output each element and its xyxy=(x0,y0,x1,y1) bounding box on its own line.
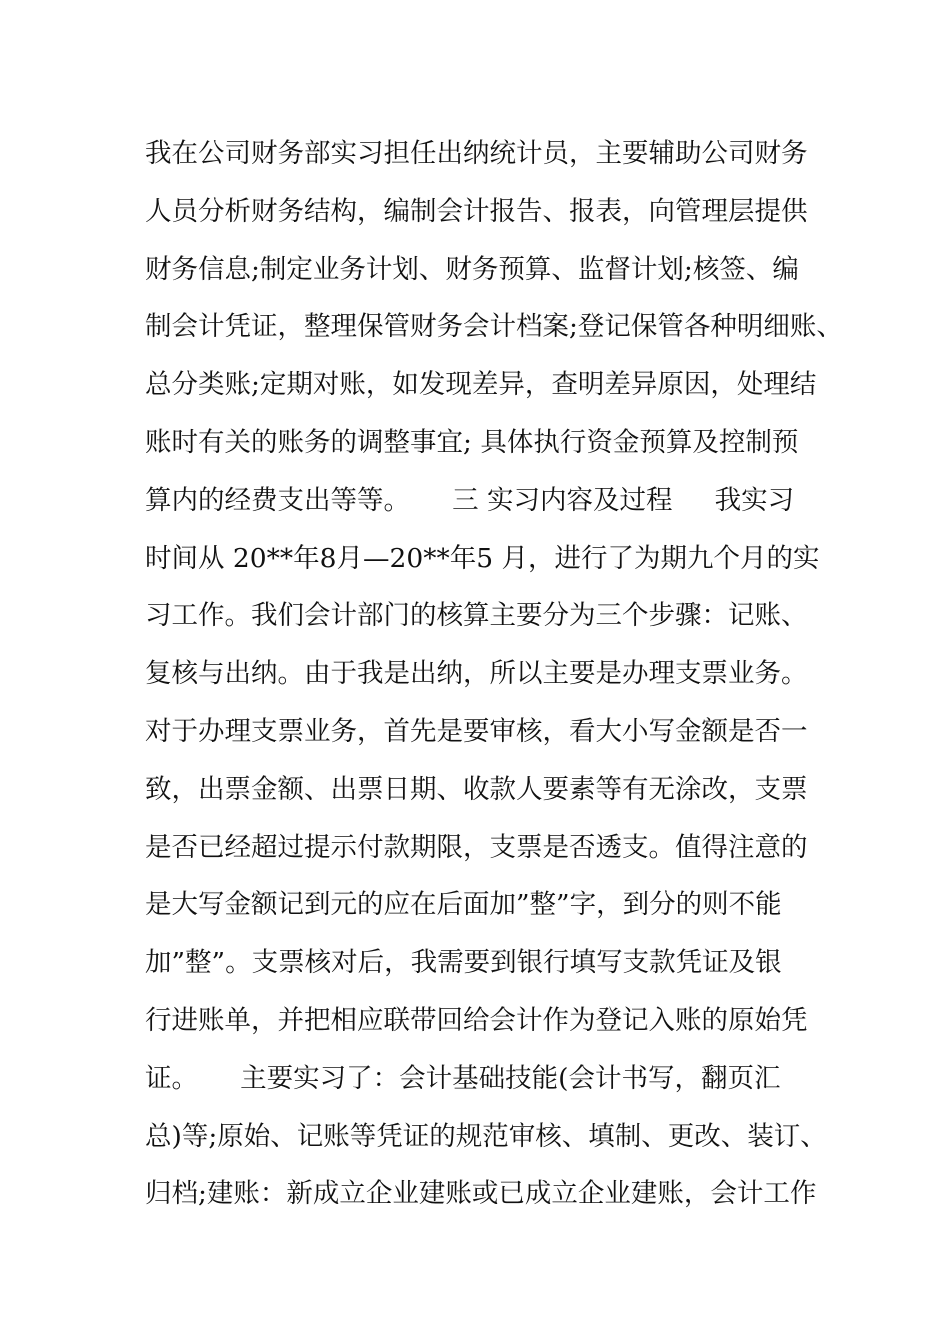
text-line-17: 证。 主要实习了：会计基础技能(会计书写，翻页汇 xyxy=(145,1062,781,1094)
text-line-15: 加”整”。支票核对后，我需要到银行填写支款凭证及银 xyxy=(145,947,782,979)
text-line-2: 人员分析财务结构，编制会计报告、报表，向管理层提供 xyxy=(145,195,808,227)
text-line-3: 财务信息;制定业务计划、财务预算、监督计划;核签、编 xyxy=(145,253,799,285)
text-line-12: 致，出票金额、出票日期、收款人要素等有无涂改，支票 xyxy=(145,773,808,805)
text-line-9: 习工作。我们会计部门的核算主要分为三个步骤：记账、 xyxy=(145,600,808,632)
text-line-16: 行进账单，并把相应联带回给会计作为登记入账的原始凭 xyxy=(145,1004,808,1036)
text-line-13: 是否已经超过提示付款期限，支票是否透支。值得注意的 xyxy=(145,831,808,863)
text-line-11: 对于办理支票业务，首先是要审核，看大小写金额是否一 xyxy=(145,715,808,747)
text-line-8: 时间从 20**年8月—20**年5 月，进行了为期九个月的实 xyxy=(145,542,820,574)
text-line-14: 是大写金额记到元的应在后面加”整”字，到分的则不能 xyxy=(145,889,782,921)
text-line-18: 总)等;原始、记账等凭证的规范审核、填制、更改、装订、 xyxy=(145,1120,827,1152)
text-line-5: 总分类账;定期对账，如发现差异，查明差异原因，处理结 xyxy=(145,369,817,401)
text-line-19: 归档;建账：新成立企业建账或已成立企业建账，会计工作 xyxy=(145,1178,817,1210)
text-line-10: 复核与出纳。由于我是出纳，所以主要是办理支票业务。 xyxy=(145,658,808,690)
text-line-7: 算内的经费支出等等。 三 实习内容及过程 我实习 xyxy=(145,484,795,516)
text-line-6: 账时有关的账务的调整事宜; 具体执行资金预算及控制预 xyxy=(145,426,799,458)
text-line-4: 制会计凭证，整理保管财务会计档案;登记保管各种明细账、 xyxy=(145,311,843,343)
text-line-1: 我在公司财务部实习担任出纳统计员，主要辅助公司财务 xyxy=(145,138,808,169)
body-text xyxy=(145,131,845,1229)
